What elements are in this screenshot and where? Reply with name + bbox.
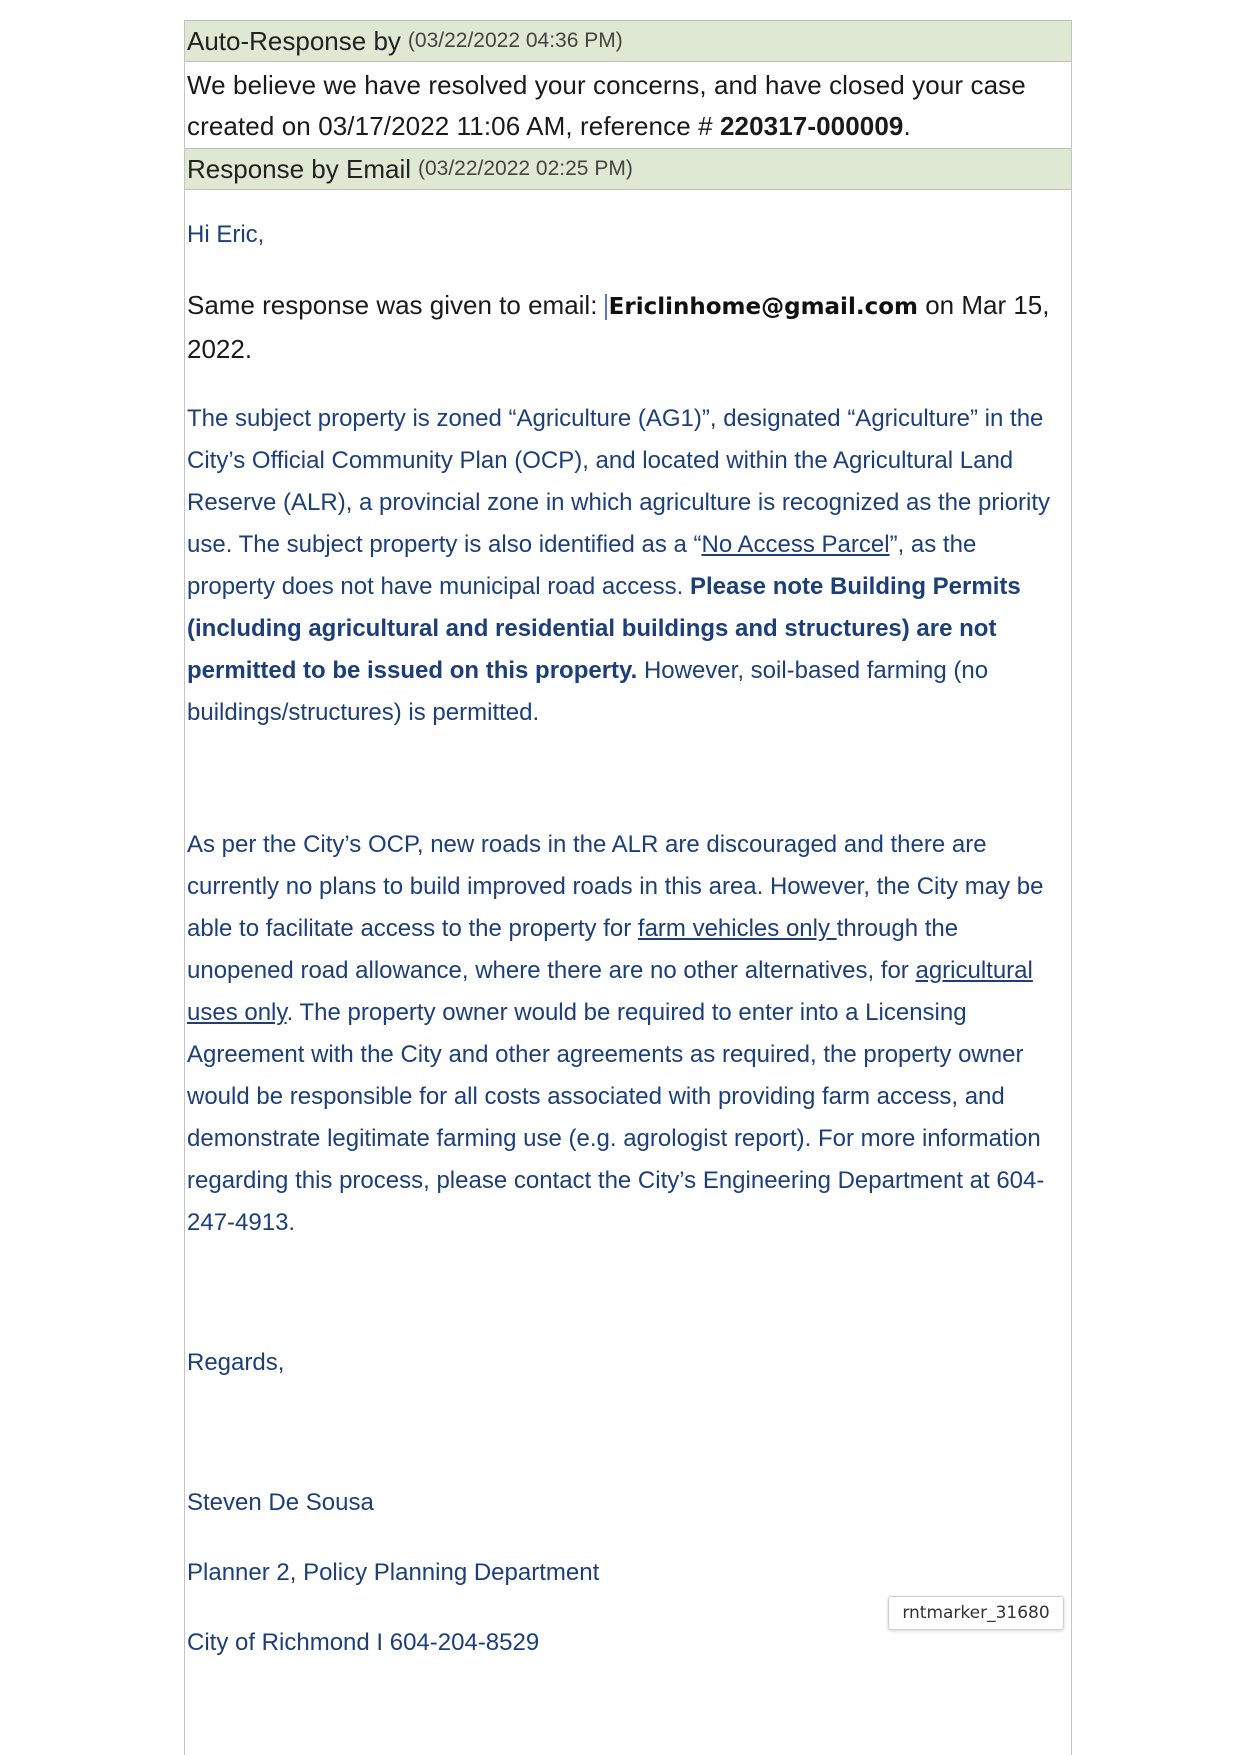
- building-permit-note: Please note Building Permits (including agricultural and residential buildings and structures) are not permitted to be issued on this property.: [187, 573, 1021, 684]
- road-text-b: through the unopened road allowance, where there are no other alternatives, for: [187, 915, 959, 984]
- regards: Regards,: [187, 1349, 285, 1376]
- road-text-a: As per the City’s OCP, new roads in the ALR are discouraged and there are currently no plans to build improved roads in this area. However, the City may be able to facilitate access to the property for: [187, 831, 1044, 942]
- case-reference-number: 220317-000009: [719, 111, 904, 141]
- auto-response-message: [185, 62, 1071, 148]
- zoning-paragraph: [187, 398, 1069, 734]
- signature-city: City of Richmond I 604-204-8529: [187, 1629, 540, 1656]
- same-response-prefix: Same response was given to email:: [187, 290, 605, 320]
- same-response-note: [187, 284, 1069, 370]
- email-body: [185, 214, 1071, 1664]
- no-access-parcel-link[interactable]: No Access Parcel: [701, 531, 890, 558]
- road-access-paragraph: [187, 824, 1069, 1244]
- same-response-suffix: on Mar 15, 2022.: [187, 290, 1050, 364]
- signature-title: Planner 2, Policy Planning Department: [187, 1559, 600, 1586]
- email-response-header: [185, 148, 1071, 190]
- farm-vehicles-only-link[interactable]: farm vehicles only: [637, 915, 837, 942]
- auto-response-timestamp: (03/22/2022 04:36 PM): [407, 29, 623, 52]
- auto-response-line2-prefix: created on 03/17/2022 11:06 AM, reference #: [187, 111, 720, 141]
- email-response-timestamp: (03/22/2022 02:25 PM): [418, 157, 633, 180]
- auto-response-label: Auto-Response by: [187, 25, 401, 56]
- auto-response-line2-suffix: .: [903, 111, 911, 141]
- zoning-text-a: The subject property is zoned “Agriculture (AG1)”, designated “Agriculture” in the City’s Official Community Plan (OCP), and located within the Agricultural Land Reserve (ALR), a provincial zone in which agriculture is recognized as the priority use. The subject property is also identified as a “: [187, 405, 1051, 558]
- greeting: Hi Eric,: [187, 221, 265, 248]
- marker-tag: rntmarker_31680: [888, 1596, 1064, 1630]
- agricultural-uses-only-link[interactable]: agricultural uses only: [187, 957, 1033, 1026]
- auto-response-header: [185, 20, 1071, 62]
- auto-response-line2: [187, 106, 1069, 147]
- signature-name: Steven De Sousa: [187, 1489, 374, 1516]
- case-thread: [184, 20, 1072, 1755]
- auto-response-line1: We believe we have resolved your concerns, and have closed your case: [187, 70, 1026, 100]
- road-text-c: . The property owner would be required to enter into a Licensing Agreement with the City and other agreements as required, the property owner would be responsible for all costs associated with providing farm access, and demonstrate legitimate farming use (e.g. agrologist report). For more information regarding this process, please contact the City’s Engineering Department at 604-247-4913.: [187, 999, 1045, 1236]
- zoning-text-b: ”, as the property does not have municipal road access.: [187, 531, 977, 600]
- same-response-email: Ericlinhome@gmail.com: [605, 294, 918, 320]
- email-response-label: Response by Email: [187, 153, 411, 184]
- zoning-text-c: However, soil-based farming (no buildings/structures) is permitted.: [187, 657, 989, 726]
